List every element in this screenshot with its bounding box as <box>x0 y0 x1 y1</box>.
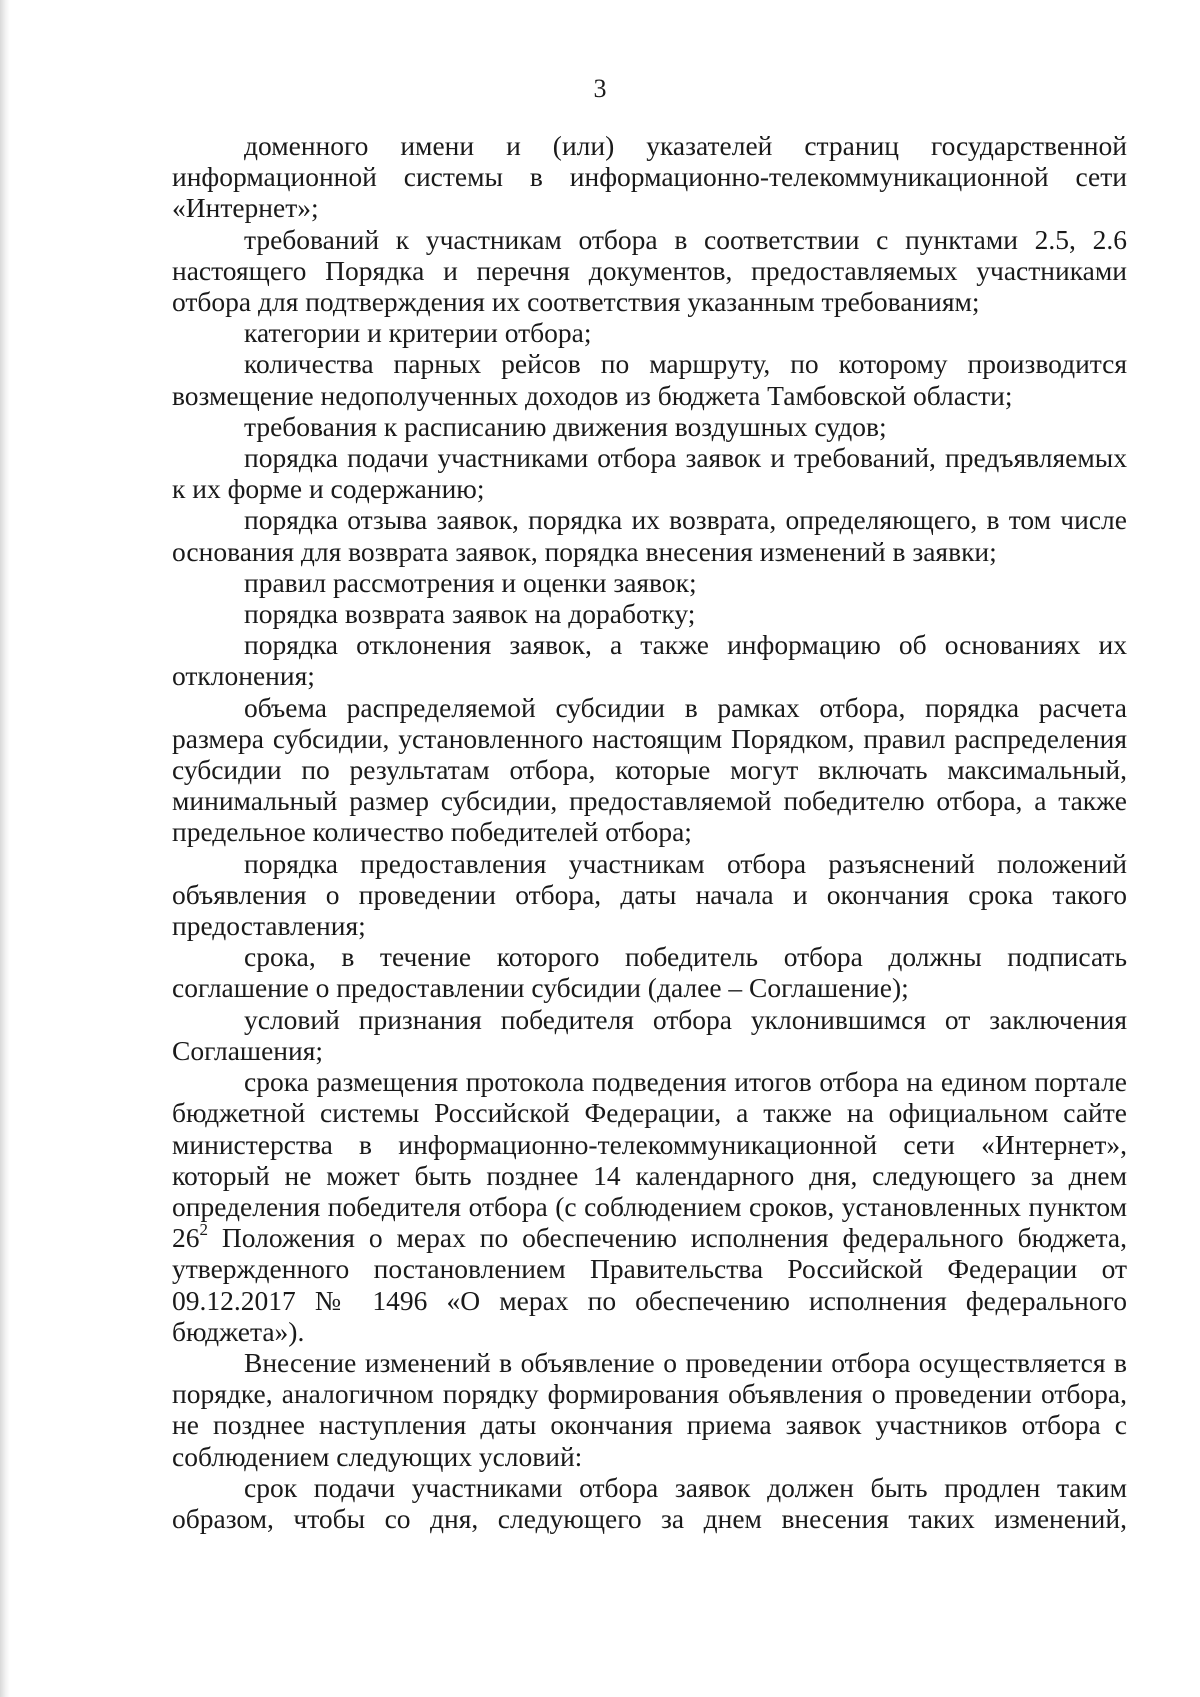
paragraph: порядка подачи участниками отбора заявок и требований, предъявляемых к их форме и содержанию; <box>172 442 1127 505</box>
paragraph: срока, в течение которого победитель отбора должны подписать соглашение о предоставлении субсидии (далее – Соглашение); <box>172 941 1127 1004</box>
paragraph-text: Положения о мерах по обеспечению исполнения федерального бюджета, утвержденного постановлением Правительства Российской Федерации от 09.12.2017 № 1496 «О мерах по обеспечению исполнения федерального бюджета»). <box>172 1222 1127 1347</box>
document-body <box>172 130 1127 1534</box>
paragraph: правил рассмотрения и оценки заявок; <box>244 566 697 598</box>
paragraph: порядка отклонения заявок, а также информацию об основаниях их отклонения; <box>172 629 1127 692</box>
scan-edge <box>0 0 10 1697</box>
paragraph: объема распределяемой субсидии в рамках отбора, порядка расчета размера субсидии, установленного настоящим Порядком, правил распределения субсидии по результатам отбора, которые могут включать максимальный, минимальный размер субсидии, предоставляемой победителю отбора, а также предельное количество победителей отбора; <box>172 691 1127 848</box>
paragraph: Внесение изменений в объявление о проведении отбора осуществляется в порядке, аналогичном порядку формирования объявления о проведении отбора, не позднее наступления даты окончания приема заявок участников отбора с соблюдением следующих условий: <box>172 1346 1127 1472</box>
paragraph-text: срока размещения протокола подведения итогов отбора на едином портале бюджетной системы Российской Федерации, а также на официальном сайте министерства в информационно-телекоммуникационной сети «Интернет», который не может быть позднее 14 календарного дня, следующего за днем определения победителя отбора (с соблюдением сроков, установленных пунктом 26 <box>172 1066 1127 1254</box>
paragraph: категории и критерии отбора; <box>244 317 592 349</box>
paragraph: требований к участникам отбора в соответствии с пунктами 2.5, 2.6 настоящего Порядка и перечня документов, предоставляемых участниками отбора для подтверждения их соответствия указанным требованиям; <box>172 223 1127 318</box>
paragraph-continued: срок подачи участниками отбора заявок должен быть продлен таким образом, чтобы со дня, следующего за днем внесения таких изменений, <box>172 1471 1127 1534</box>
paragraph: порядка возврата заявок на доработку; <box>244 598 696 630</box>
paragraph: доменного имени и (или) указателей страниц государственной информационной системы в информационно-телекоммуникационной сети «Интернет»; <box>172 130 1127 224</box>
superscript: 2 <box>199 1219 208 1239</box>
paragraph: количества парных рейсов по маршруту, по которому производится возмещение недополученных доходов из бюджета Тамбовской области; <box>172 348 1127 411</box>
paragraph: требования к расписанию движения воздушных судов; <box>244 410 887 442</box>
paragraph: порядка предоставления участникам отбора разъяснений положений объявления о проведении отбора, даты начала и окончания срока такого предоставления; <box>172 847 1127 942</box>
paragraph: условий признания победителя отбора уклонившимся от заключения Соглашения; <box>172 1003 1127 1066</box>
paragraph: порядка отзыва заявок, порядка их возврата, определяющего, в том числе основания для возврата заявок, порядка внесения изменений в заявки; <box>172 504 1127 567</box>
page-number: 3 <box>593 74 607 103</box>
paragraph-portal-deadline <box>172 1066 1127 1347</box>
